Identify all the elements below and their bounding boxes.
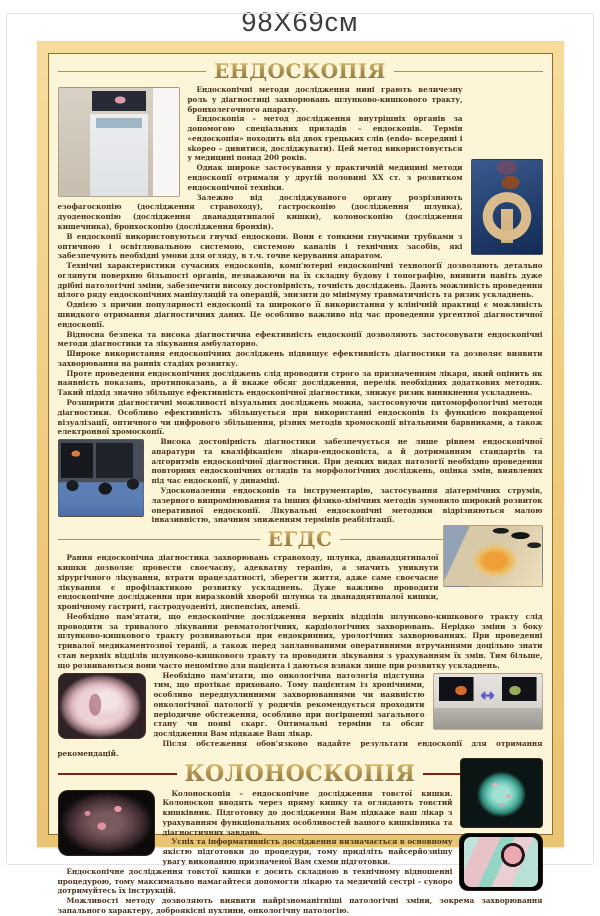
digestive-tract-illustration [471,159,543,255]
paragraph: Розширити діагностичні можливості візуальних досліджень можна, застосовуючи цитоморфологічні методи діагностики. Особливо ефективність збільшується при використанні ендоскопів із функцією покращеної візуалізації, оптичного чи цифрового збільшення, різних методів хромоскопії вітальними барвниками, а також електронної хромоскопії. [57,398,543,437]
paragraph: Ендоскопічне дослідження товстої кишки є досить складною в технічному відношенні процедурою, тому максимально намагайтеся допомогти лікарю та медичній сестрі - суворо дотримуйтесь їх інструкцій. [57,866,453,896]
paragraph: Відносна безпека та висока діагностична ефективність ендоскопії дозволяють застосовувати ендоскопічні методи діагностики та лікування амбулаторно. [57,329,543,349]
section-title-colonoscopy: КОЛОНОСКОПІЯ [184,760,416,787]
section-endoscopy [58,59,543,525]
paragraph: Після обстеження обов'язково надайте результати ендоскопії для отримання рекомендацій. [57,739,543,758]
endoscopy-equipment-tower-photo [58,87,180,197]
header-rule-left [58,539,260,540]
paragraph: Можливості методу дозволяють виявити найрізноманітніші патологічні зміни, зокрема захворювання запального характеру, доброякісні пухлини, онкологічну патологію. [57,896,543,915]
chromoendoscopy-polyp-photo [460,758,543,828]
paragraph: Широке використання ендоскопічних досліджень підвищує ефективність діагностики та дозволяє виявити захворювання на ранніх стадіях розвитку. [57,349,543,368]
paragraph: Необхідно пам'ятати, що ендоскопічне дослідження верхніх відділів шлунково-кишкового тракту слід проводити за тривалого лікування ревматологічних, кардіологічних захворювань. Нерідко зміни з боку шлунково-кишкового тракту розвиваються при ендокринних, урологічних захворюваннях. При проведенні тривалої медикаментозної терапії, а також перед запланованими оперативними втручаннями доцільно знати стан верхніх відділів шлунково-кишкового тракту та проводити лікування з урахуванням їх змін. Тим більше, що розвиваються вони часто непомітно для пацієнта і даються взнаки лише при розвитку ускладнень. [57,611,543,670]
marked-lesion-endoscopic-photo [459,833,543,891]
paragraph: Однак широке застосування у практичній медицині методи ендоскопії отримали у другій половині ХХ ст. з розвитком ендоскопічної техніки. [187,163,463,192]
stomach-abstract-art-image [443,525,543,587]
section-title-egds: ЕГДС [267,527,333,552]
paragraph: Колоноскопія – ендоскопічне дослідження товстої кишки. Колоноскоп вводять через пряму кишку та оглядають товстий кишківник. Підготовку до дослідження Вам підкаже ваш лікар з урахуванням функціональних особливостей вашого кишківника та діагностичних завдань. [162,788,453,837]
header-rule-left [58,71,207,72]
doctors-at-endoscopy-monitors-photo [58,439,144,517]
section-title-endoscopy: ЕНДОСКОПІЯ [214,59,386,83]
poster [37,41,564,915]
header-rule-left [58,773,177,775]
poster-size-label: 98Х69см [241,7,359,37]
paragraph: Ендоскопічні методи дослідження нині грають величезну роль у діагностиці захворювань шлунково-кишкового тракту, бронхолегочного апарату. [187,85,463,114]
paragraph: Залежно від досліджуваного органу розрізняють езофагоскопію (дослідження стравоходу), гастроскопію (дослідження шлунка), дуоденоскопію (дослідження дванадцятипалої кишки), колоноскопію (дослідження кишечника), бронхоскопію (дослідження бронхів). [57,192,463,231]
endoscopic-tissue-photo [58,673,146,739]
paragraph: Рання ендоскопічна діагностика захворювань стравоходу, шлунка, дванадцятипалої кишки дозволяє провести своєчасну, адекватну терапію, а значить уникнути хірургічного лікування, втрати працездатності, зберегти життя, адже саме своєчасне лікування є профілактикою розвитку ускладнень. Дуже важливо проводити ендоскопічне дослідження при виразковій хворобі шлунка та дванадцятипалої кишки, хронічному гастриті, гастродуоденіті, диспепсіях, анемії. [57,553,439,612]
header-rule-right [394,71,543,72]
section-body [58,85,543,525]
section-egds [58,527,543,758]
paragraph: Висока достовірність діагностики забезпечується не лише рівнем ендоскопічної апаратури та кваліфікацією лікаря-ендоскопіста, а й дотриманням стандартів та алгоритмів ендоскопічної діагностики. При деяких видах патології необхідно проведення повторних ендоскопічних оглядів та морфологічних досліджень, оцінка змін, виявлених під час ендоскопії, у динаміці. [151,437,543,486]
paragraph: Успіх та інформативність дослідження визначається в основному якістю підготовки до процедури, тому приділіть найсерйознішу увагу виконанню призначеної Вам схеми підготовки. [162,837,453,867]
section-header-endoscopy [58,59,543,83]
paragraph: В ендоскопії використовуються гнучкі ендоскопи. Вони є тонкими гнучкими трубками з оптичною і освітлювальною системою, системою каналів і технічних засобів, які забезпечують необхідні умови для огляду, в т.ч. точне керування апаратом. [57,231,463,261]
colon-interior-endoscopic-photo [58,790,155,856]
paragraph: Проте проведення ендоскопічних досліджень слід проводити строго за призначенням лікаря, який оцінить як наявність показань, протипоказань, а й вкаже обсяг дослідження, перелік необхідних додаткових методик. Такий підхід значно збільшує ефективність ендоскопічної діагностики, знижує ризик виникнення ускладнень. [57,368,543,398]
paragraph: Технічні характеристики сучасних ендоскопів, комп'ютерні ендоскопічні технології дозволяють детально оглянути поверхню більшості органів, незважаючи на їх складну будову і топографію, виявити навіть дуже дрібні патологічні зміни, забезпечити високу достовірність, точність досліджень. Дають можливість проведення цілого ряду ендоскопічних маніпуляцій та операцій, знизити до мінімуму травматичність та ризик ускладнень. [57,261,543,300]
paragraph: Ендоскопія – метод дослідження внутрішніх органів за допомогою спеціальних приладів – ендоскопів. Термін «ендоскопія» походить від двох грецьких слів (endo- всередині і skopeo – дивитися, досліджувати). Цей метод використовується у медицині понад 200 років. [187,114,463,163]
section-colonoscopy [58,761,543,916]
two-endoscopy-monitors-comparison-photo [433,673,543,730]
paragraph: Однією з причин популярності ендоскопії та широкого її використання у клінічній практиці є можливість швидкого отримання діагностичних даних. Це особливо важливо під час проведення ургентної діагностичної ендоскопії. [57,300,543,329]
paragraph: Удосконалення ендоскопів та інструментарію, застосування діатермічних струмів, лазерного випромінювання та інших фізико-хімічних методів зумовило широкий розвиток оперативної ендоскопії. Лікувальні ендоскопічні методики відрізняються малою інвазивністю, значним зниженням термінів реабілітації. [151,486,543,525]
poster-panel [48,53,553,915]
paragraph: Необхідно пам'ятати, що онкологічна патологія підступна тим, що протікає приховано. Тому пацієнтам із хронічними, особливо передпухлинними захворюваннями чи наявністю онкологічної патології у родичів рекомендується проходити періодичне обстеження, особливо при погіршенні загального стану чи появі скарг. Оптимальні терміни та обсяг дослідження Вам підкаже Ваш лікар. [153,670,425,739]
